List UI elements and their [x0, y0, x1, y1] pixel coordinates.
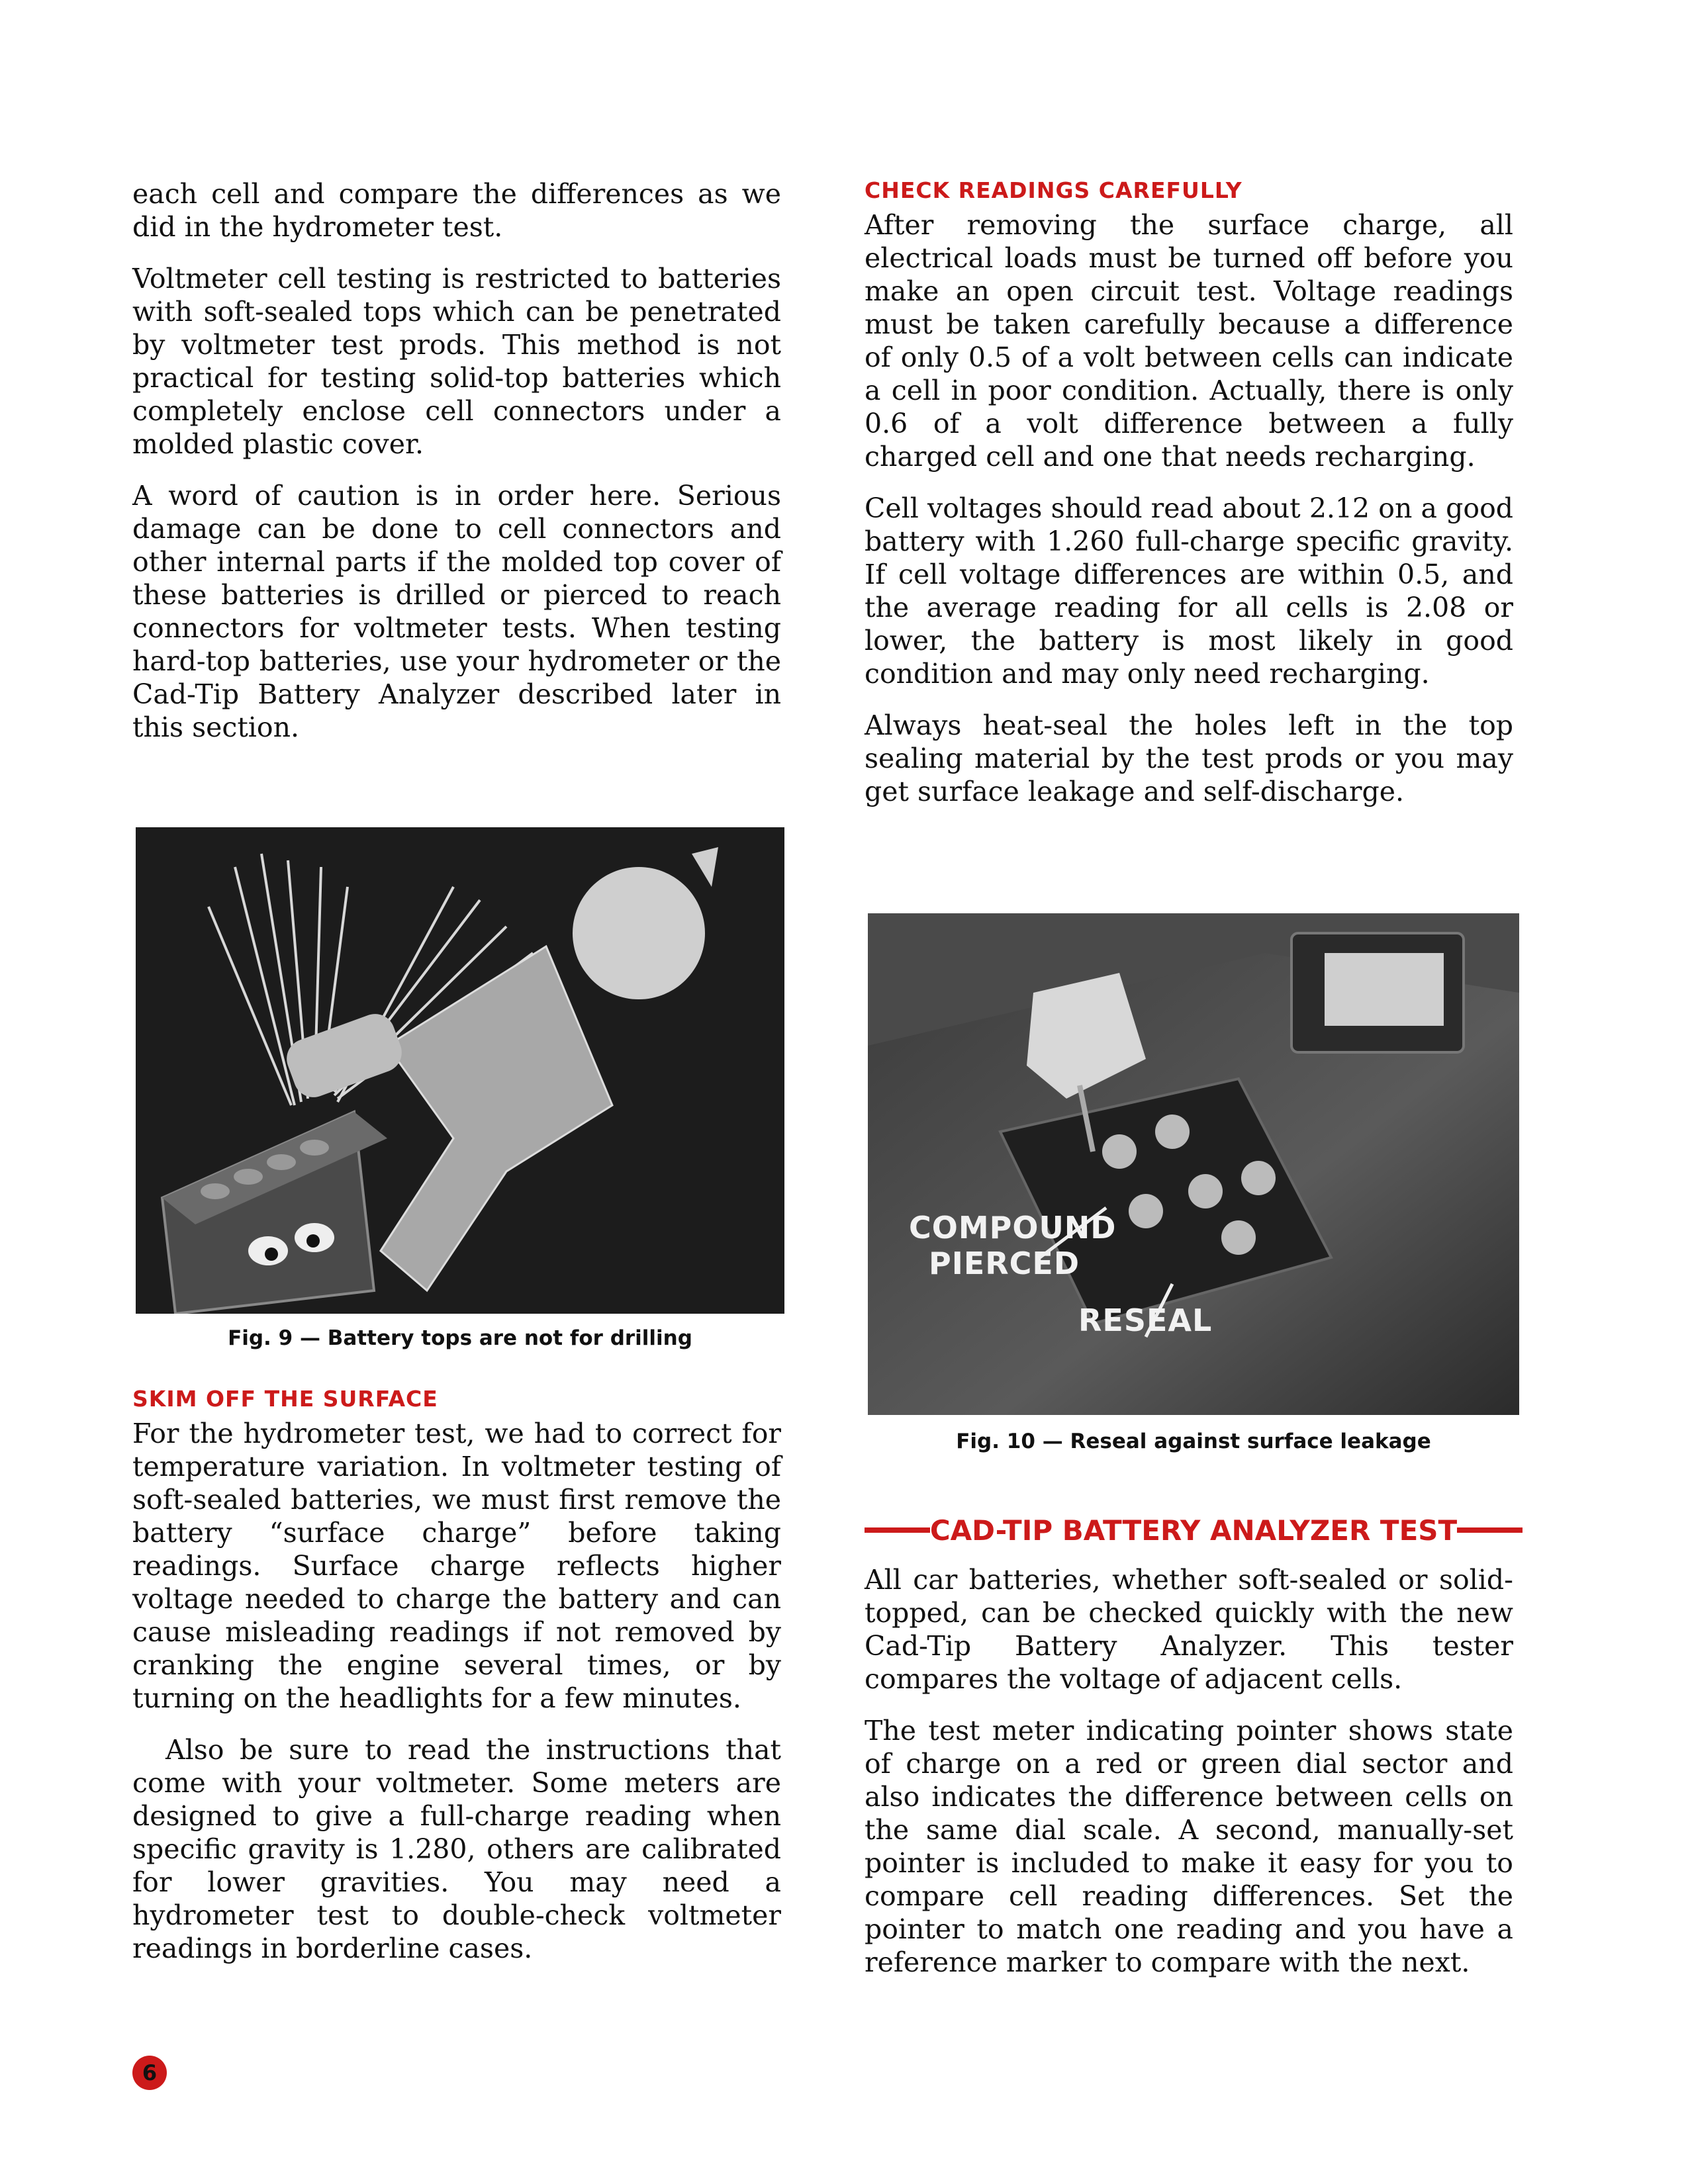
cartoon-battery-drill-image: [136, 827, 784, 1314]
paragraph: each cell and compare the differences as we did in the hydrometer test.: [132, 178, 781, 243]
analyzer-section: [865, 1563, 1513, 1997]
check-heading: CHECK READINGS CAREFULLY: [865, 177, 1243, 203]
left-column: [132, 177, 781, 762]
battery-photo-image: [868, 913, 1519, 1415]
figure-10-caption: Fig. 10 — Reseal against surface leakage: [956, 1430, 1431, 1453]
paragraph: All car batteries, whether soft-sealed or solid-topped, can be checked quickly with the new Cad-Tip Battery Analyzer. This tester compares the voltage of adjacent cells.: [865, 1564, 1513, 1695]
right-column: [865, 177, 1513, 827]
paragraph: A word of caution is in order here. Serious damage can be done to cell connectors and other internal parts if the molded top cover of these batteries is drilled or pierced to reach connectors for voltmeter tests. When testing hard-top batteries, use your hydrometer or the Cad-Tip Battery Analyzer described later in this section.: [132, 480, 781, 743]
paragraph: For the hydrometer test, we had to correct for temperature variation. In voltmeter testing of soft-sealed batteries, we must first remove the battery “surface charge” before taking readings. Surface charge reflects higher voltage needed to charge the battery and can cause misleading readings if not removed by cranking the engine several times, or by turning on the headlights for a few minutes.: [132, 1418, 781, 1714]
compound-label-line1: COMPOUND: [909, 1210, 1117, 1246]
analyzer-section-title: CAD-TIP BATTERY ANALYZER TEST: [929, 1514, 1458, 1547]
paragraph: Also be sure to read the instructions that come with your voltmeter. Some meters are designed to give a full-charge reading when specific gravity is 1.280, others are calibrated for lower gravities. You may need a hydrometer test to double-check voltmeter readings in borderline cases.: [132, 1734, 781, 1964]
page-number: 6: [142, 2060, 158, 2085]
compound-label-line2: PIERCED: [929, 1246, 1080, 1281]
reseal-label: RESEAL: [1078, 1302, 1213, 1338]
analyzer-section-header: [865, 1510, 1523, 1550]
header-rule-right: [1457, 1527, 1523, 1533]
figure-9-illustration: [136, 827, 784, 1314]
paragraph: Cell voltages should read about 2.12 on a good battery with 1.260 full-charge specific gravity. If cell voltage differences are within 0.5, and the average reading for all cells is 2.08 or lower, the battery is most likely in good condition and may only need recharging.: [865, 492, 1513, 690]
paragraph: Voltmeter cell testing is restricted to batteries with soft-sealed tops which can be penetrated by voltmeter test prods. This method is not practical for testing solid-top batteries which completely enclose cell connectors under a molded plastic cover.: [132, 263, 781, 460]
paragraph: After removing the surface charge, all electrical loads must be turned off before you make an open circuit test. Voltage readings must be taken carefully because a difference of only 0.5 of a volt between cells can indicate a cell in poor condition. Actually, there is only 0.6 of a volt difference between a fully charged cell and one that needs recharging.: [865, 209, 1513, 473]
figure-10-photo: [868, 913, 1519, 1415]
page-number-circle-icon: [132, 2056, 167, 2090]
skim-heading: SKIM OFF THE SURFACE: [132, 1386, 438, 1412]
skim-section: [132, 1386, 781, 1983]
paragraph: The test meter indicating pointer shows state of charge on a red or green dial sector and also indicates the difference between cells on the same dial scale. A second, manually-set pointer is included to make it easy for you to compare cell reading differences. Set the pointer to match one reading and you have a reference marker to compare with the next.: [865, 1715, 1513, 1978]
paragraph: Always heat-seal the holes left in the top sealing material by the test prods or you may get surface leakage and self-discharge.: [865, 709, 1513, 807]
header-rule-left: [865, 1527, 930, 1533]
figure-9-caption: Fig. 9 — Battery tops are not for drilling: [228, 1326, 692, 1350]
